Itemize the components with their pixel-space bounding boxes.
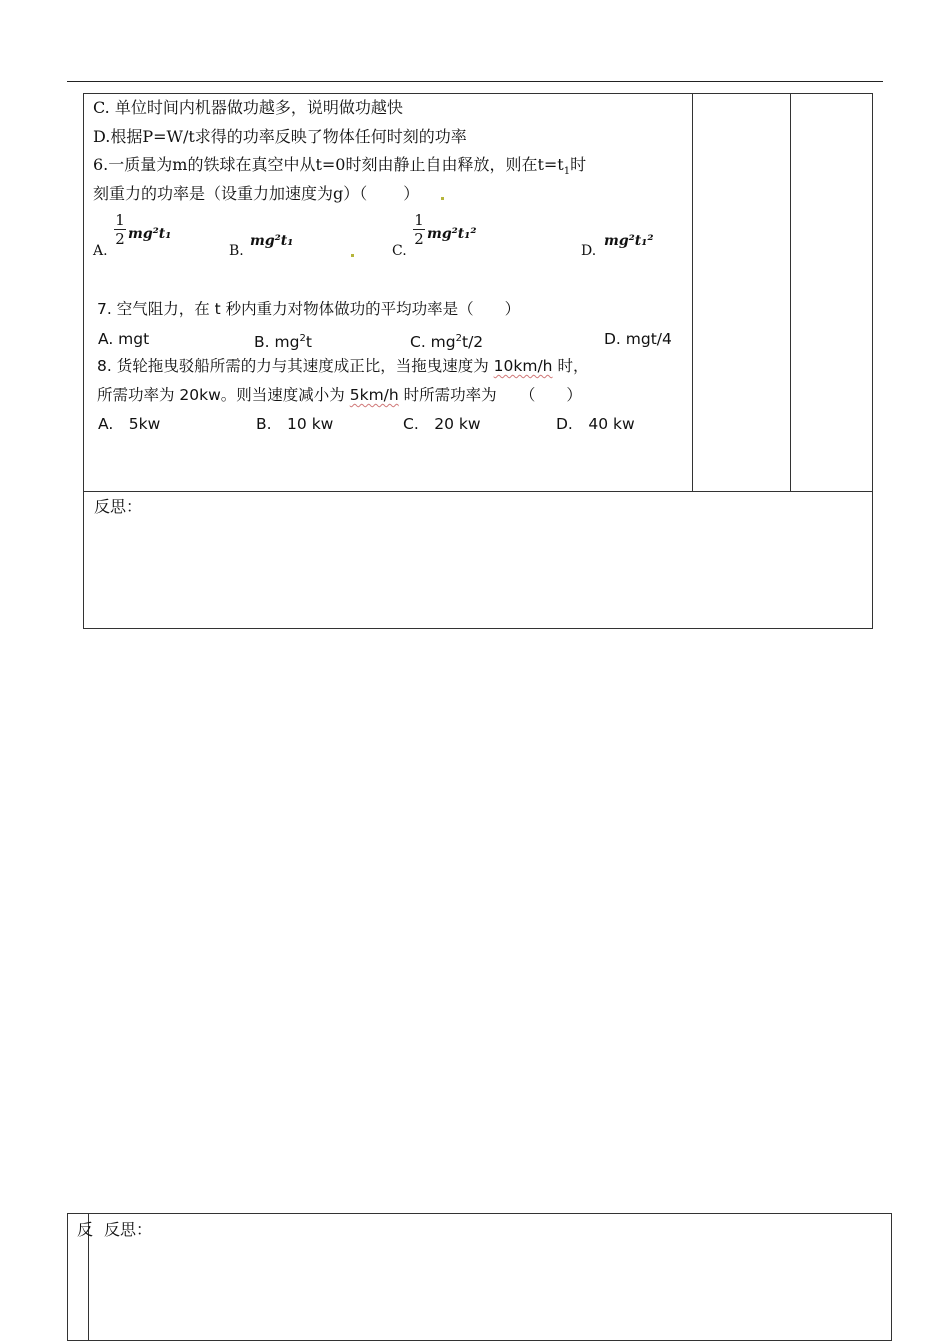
question-7-text: 7. 空气阻力，在 t 秒内重力对物体做功的平均功率是（ ） <box>97 300 521 318</box>
question-6-line-2-main: 刻重力的功率是（设重力加速度为g）（ <box>93 184 368 203</box>
question-8-line-1-main: 8. 货轮拖曳驳船所需的力与其速度成正比，当拖曳速度为 <box>97 357 494 375</box>
question-8-line-2 <box>97 385 582 405</box>
bottom-reflection-table <box>67 1213 892 1341</box>
question-6-line-2 <box>93 184 419 204</box>
q7-option-c-exponent: 2 <box>455 333 462 344</box>
q6-option-a-label: A. <box>93 243 108 259</box>
q6-option-c-expression: mg²t₁² <box>427 226 477 242</box>
q6-option-d-expression: mg²t₁² <box>604 233 654 249</box>
question-8-speed-unit: 10km/h <box>493 357 553 375</box>
q6-option-c-denominator: 2 <box>414 230 424 248</box>
header-rule <box>67 81 883 82</box>
q7-option-a: A. mgt <box>98 330 150 348</box>
option-d-text: D.根据P=W/t求得的功率反映了物体任何时刻的功率 <box>93 127 467 146</box>
question-6-subscript: 1 <box>563 166 571 178</box>
question-8-line-1-end: 时， <box>552 357 589 375</box>
q7-option-c <box>410 329 483 352</box>
q8-option-d: D. 40 kw <box>556 415 635 433</box>
mark-dot <box>351 254 354 257</box>
question-6-close-paren: ） <box>403 184 420 203</box>
q7-option-b-exponent: 2 <box>299 333 306 344</box>
q8-option-b: B. 10 kw <box>256 415 334 433</box>
q7-option-b <box>254 329 312 352</box>
q7-option-b-main: B. mg <box>254 333 300 352</box>
question-8-line-1 <box>97 356 588 376</box>
question-8-reduced-speed-unit: 5km/h <box>349 386 399 404</box>
mark-dot <box>441 197 444 200</box>
q6-option-a-denominator: 2 <box>115 230 125 248</box>
q8-option-c: C. 20 kw <box>403 415 481 433</box>
q6-option-c-numerator: 1 <box>414 211 424 229</box>
question-8-line-2-end: 时所需功率为 （ ） <box>398 386 582 404</box>
q6-option-d-label: D. <box>581 243 597 259</box>
q7-option-d: D. mgt/4 <box>604 330 672 348</box>
question-6-line-1-end: 时 <box>570 155 587 174</box>
table-row-divider <box>83 491 873 492</box>
question-8-line-2-main: 所需功率为 20kw。则当速度减小为 <box>97 386 350 404</box>
table-column-divider-1 <box>692 93 693 492</box>
q7-option-b-tail: t <box>305 333 312 352</box>
q6-option-c-label: C. <box>392 243 407 259</box>
question-6-line-1-main: 6.一质量为m的铁球在真空中从t=0时刻由静止自由释放，则在t=t <box>93 155 564 174</box>
q6-option-a-expression: mg²t₁ <box>128 226 172 242</box>
option-c-text: C. 单位时间内机器做功越多，说明做功越快 <box>93 98 403 117</box>
q8-option-a: A. 5kw <box>98 415 161 433</box>
q7-option-c-main: C. mg <box>410 333 456 352</box>
q6-option-a-numerator: 1 <box>115 211 125 229</box>
reflection-label: 反思： <box>94 497 143 516</box>
bottom-reflection-label: 反思： <box>104 1220 153 1239</box>
q6-option-b-label: B. <box>229 243 244 259</box>
table-column-divider-2 <box>790 93 791 492</box>
q6-option-b-expression: mg²t₁ <box>250 233 294 249</box>
question-6-line-1 <box>93 155 586 182</box>
q6-option-a-fraction <box>114 212 126 247</box>
bottom-table-edge-char: 反 <box>77 1220 94 1239</box>
q6-option-c-fraction <box>413 212 425 247</box>
q7-option-c-tail: t/2 <box>462 333 484 352</box>
